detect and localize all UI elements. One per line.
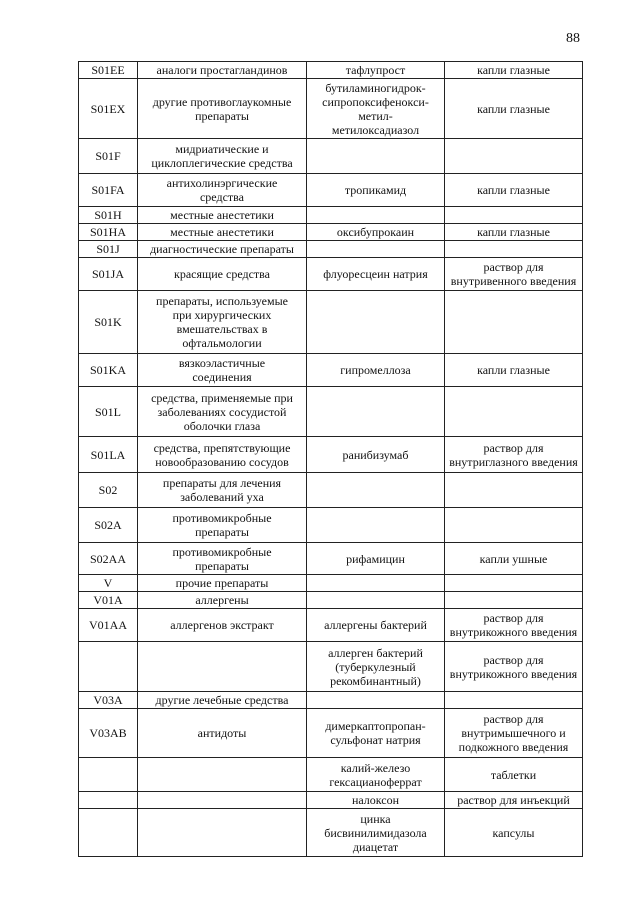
atc-code-cell <box>79 437 138 473</box>
drug-name-cell <box>307 809 445 857</box>
dosage-form-cell <box>445 437 583 473</box>
drug-name-cell <box>307 609 445 642</box>
pharmacological-group-cell-text: препараты для лечения заболеваний уха <box>162 476 282 504</box>
pharmacological-group-cell <box>138 609 307 642</box>
atc-code-cell <box>79 692 138 709</box>
pharmacological-group-cell <box>138 473 307 508</box>
table-row <box>79 709 583 758</box>
table-row <box>79 609 583 642</box>
drug-name-cell <box>307 174 445 207</box>
pharmacological-group-cell-text: мидриатические и циклоплегические средства <box>151 142 293 170</box>
pharmacological-group-cell <box>138 207 307 224</box>
pharmacological-group-cell <box>138 258 307 291</box>
atc-code-cell <box>79 758 138 792</box>
pharmacological-group-cell-text: красящие средства <box>174 267 270 281</box>
atc-code-cell <box>79 354 138 387</box>
atc-code-cell <box>79 207 138 224</box>
pharmacological-group-cell-text: антихолинэргические средства <box>166 176 278 204</box>
drug-name-cell-text: тафлупрост <box>345 63 406 77</box>
dosage-form-cell-text: раствор для внутриглазного введения <box>449 440 578 469</box>
table-row <box>79 139 583 174</box>
atc-code-cell-text: S01HA <box>89 225 126 239</box>
atc-code-cell <box>79 609 138 642</box>
drug-name-cell-text: оксибупрокаин <box>336 225 415 239</box>
table-row <box>79 437 583 473</box>
table-row <box>79 473 583 508</box>
drug-name-cell-text: ранибизумаб <box>342 447 409 462</box>
dosage-form-cell <box>445 809 583 857</box>
atc-code-cell <box>79 387 138 437</box>
atc-code-cell-text: V01A <box>93 593 123 607</box>
drug-name-cell <box>307 758 445 792</box>
drug-name-cell-text: цинка бисвинилимидазола диацетат <box>324 811 427 854</box>
drug-name-cell <box>307 792 445 809</box>
pharmacological-group-cell <box>138 809 307 857</box>
atc-code-cell-text: S01EX <box>90 101 126 116</box>
table-row <box>79 258 583 291</box>
table-row <box>79 207 583 224</box>
drug-classification-table <box>78 61 583 857</box>
pharmacological-group-cell-text: другие противоглаукомные препараты <box>152 94 292 123</box>
pharmacological-group-cell-text: диагностические препараты <box>150 242 294 256</box>
drug-name-cell <box>307 508 445 543</box>
drug-name-cell <box>307 62 445 79</box>
dosage-form-cell-text: раствор для внутрикожного введения <box>449 652 578 681</box>
pharmacological-group-cell <box>138 592 307 609</box>
pharmacological-group-cell <box>138 575 307 592</box>
dosage-form-cell <box>445 592 583 609</box>
atc-code-cell-text: S01F <box>95 149 121 163</box>
atc-code-cell-text: S01LA <box>90 447 126 462</box>
table-row <box>79 241 583 258</box>
page-number: 88 <box>566 31 580 46</box>
dosage-form-cell <box>445 258 583 291</box>
table-row <box>79 508 583 543</box>
dosage-form-cell <box>445 291 583 354</box>
dosage-form-cell-text: раствор для внутривенного введения <box>450 260 577 288</box>
table-row <box>79 592 583 609</box>
dosage-form-cell <box>445 792 583 809</box>
drug-name-cell-text: аллергены бактерий <box>324 618 427 632</box>
pharmacological-group-cell <box>138 692 307 709</box>
table-row <box>79 575 583 592</box>
drug-name-cell <box>307 473 445 508</box>
dosage-form-cell <box>445 174 583 207</box>
dosage-form-cell <box>445 758 583 792</box>
pharmacological-group-cell-text: аллергенов экстракт <box>170 618 274 632</box>
drug-name-cell <box>307 354 445 387</box>
drug-name-cell <box>307 543 445 575</box>
dosage-form-cell-text: капли глазные <box>477 63 550 77</box>
pharmacological-group-cell <box>138 437 307 473</box>
atc-code-cell-text: S01KA <box>89 363 126 377</box>
drug-name-cell <box>307 709 445 758</box>
drug-name-cell <box>307 139 445 174</box>
atc-code-cell <box>79 642 138 692</box>
atc-code-cell <box>79 543 138 575</box>
atc-code-cell-text: S01L <box>94 404 121 419</box>
dosage-form-cell <box>445 692 583 709</box>
dosage-form-cell-text: капли глазные <box>477 363 550 377</box>
pharmacological-group-cell <box>138 543 307 575</box>
pharmacological-group-cell <box>138 792 307 809</box>
drug-name-cell-text: димеркаптопропан- сульфонат натрия <box>325 719 426 747</box>
drug-name-cell-text: тропикамид <box>344 183 407 197</box>
pharmacological-group-cell <box>138 508 307 543</box>
atc-code-cell <box>79 224 138 241</box>
table-row <box>79 79 583 139</box>
pharmacological-group-cell-text: препараты, используемые при хирургических вмешательствах в офтальмологии <box>156 294 288 350</box>
pharmacological-group-cell-text: местные анестетики <box>170 208 274 222</box>
pharmacological-group-cell <box>138 241 307 258</box>
pharmacological-group-cell <box>138 387 307 437</box>
table-row <box>79 354 583 387</box>
pharmacological-group-cell <box>138 139 307 174</box>
table-row <box>79 642 583 692</box>
atc-code-cell-text: V <box>103 576 113 590</box>
pharmacological-group-cell <box>138 758 307 792</box>
dosage-form-cell-text: капли ушные <box>479 551 548 566</box>
dosage-form-cell-text: раствор для внутрикожного введения <box>449 611 578 639</box>
dosage-form-cell <box>445 473 583 508</box>
atc-code-cell <box>79 792 138 809</box>
drug-name-cell <box>307 437 445 473</box>
drug-name-cell <box>307 241 445 258</box>
drug-name-cell <box>307 258 445 291</box>
pharmacological-group-cell-text: другие лечебные средства <box>155 693 289 707</box>
table-row <box>79 387 583 437</box>
dosage-form-cell <box>445 709 583 758</box>
dosage-form-cell <box>445 354 583 387</box>
table-row <box>79 62 583 79</box>
pharmacological-group-cell <box>138 291 307 354</box>
atc-code-cell-text: S01H <box>94 208 122 222</box>
dosage-form-cell-text: раствор для инъекций <box>457 793 570 807</box>
drug-name-cell <box>307 692 445 709</box>
drug-name-cell-text: налоксон <box>351 793 400 807</box>
atc-code-cell <box>79 258 138 291</box>
dosage-form-cell <box>445 508 583 543</box>
pharmacological-group-cell <box>138 62 307 79</box>
table-row <box>79 692 583 709</box>
pharmacological-group-cell <box>138 642 307 692</box>
dosage-form-cell <box>445 609 583 642</box>
atc-code-cell-text: S01JA <box>91 267 124 281</box>
pharmacological-group-cell-text: средства, препятствующие новообразованию сосудов <box>153 440 291 469</box>
pharmacological-group-cell-text: местные анестетики <box>170 225 274 239</box>
pharmacological-group-cell-text: средства, применяемые при заболеваниях сосудистой оболочки глаза <box>151 390 293 433</box>
atc-code-cell-text: S01K <box>94 315 122 329</box>
atc-code-cell-text: V03AB <box>89 726 127 740</box>
dosage-form-cell <box>445 62 583 79</box>
dosage-form-cell <box>445 543 583 575</box>
atc-code-cell <box>79 79 138 139</box>
atc-code-cell <box>79 291 138 354</box>
table-row <box>79 543 583 575</box>
drug-name-cell <box>307 642 445 692</box>
dosage-form-cell-text: капли глазные <box>477 225 550 239</box>
table-row <box>79 174 583 207</box>
dosage-form-cell <box>445 387 583 437</box>
atc-code-cell <box>79 508 138 543</box>
atc-code-cell <box>79 809 138 857</box>
pharmacological-group-cell <box>138 224 307 241</box>
drug-name-cell-text: бутиламиногидрок- сипропоксифенокси- метил- метилоксадиазол <box>322 80 429 137</box>
drug-name-cell-text: аллерген бактерий (туберкулезный рекомбинантный) <box>328 645 423 688</box>
atc-code-cell-text: S01FA <box>91 183 125 197</box>
pharmacological-group-cell-text: вязкоэластичные соединения <box>178 356 266 384</box>
pharmacological-group-cell-text: антидоты <box>197 726 247 740</box>
dosage-form-cell-text: капли глазные <box>477 183 550 197</box>
table-row <box>79 792 583 809</box>
atc-code-cell-text: V03A <box>93 693 123 707</box>
table-row <box>79 758 583 792</box>
drug-name-cell <box>307 79 445 139</box>
atc-code-cell <box>79 592 138 609</box>
atc-code-cell <box>79 709 138 758</box>
atc-code-cell <box>79 575 138 592</box>
pharmacological-group-cell-text: аналоги простагландинов <box>156 63 288 77</box>
drug-name-cell <box>307 291 445 354</box>
dosage-form-cell <box>445 575 583 592</box>
drug-name-cell <box>307 207 445 224</box>
drug-name-cell-text: калий-железо гексацианоферрат <box>329 760 422 789</box>
atc-code-cell-text: V01AA <box>89 618 127 632</box>
table-body <box>79 62 583 857</box>
atc-code-cell-text: S02 <box>98 483 118 497</box>
dosage-form-cell-text: раствор для внутримышечного и подкожного введения <box>458 712 569 754</box>
drug-name-cell <box>307 575 445 592</box>
atc-code-cell-text: S01J <box>96 242 120 256</box>
table-row <box>79 224 583 241</box>
dosage-form-cell <box>445 79 583 139</box>
pharmacological-group-cell <box>138 354 307 387</box>
dosage-form-cell <box>445 642 583 692</box>
dosage-form-cell-text: капсулы <box>492 825 535 840</box>
atc-code-cell <box>79 62 138 79</box>
table-row <box>79 291 583 354</box>
dosage-form-cell <box>445 224 583 241</box>
drug-name-cell <box>307 387 445 437</box>
atc-code-cell-text: S02AA <box>89 551 126 566</box>
atc-code-cell <box>79 241 138 258</box>
atc-code-cell-text: S01EE <box>91 63 125 77</box>
drug-name-cell-text: флуоресцеин натрия <box>323 267 428 281</box>
dosage-form-cell-text: таблетки <box>490 767 537 782</box>
drug-name-cell <box>307 592 445 609</box>
dosage-form-cell <box>445 241 583 258</box>
pharmacological-group-cell <box>138 174 307 207</box>
table-row <box>79 809 583 857</box>
drug-name-cell <box>307 224 445 241</box>
pharmacological-group-cell-text: противомикробные препараты <box>172 511 272 539</box>
pharmacological-group-cell <box>138 79 307 139</box>
atc-code-cell <box>79 473 138 508</box>
drug-name-cell-text: гипромеллоза <box>340 363 411 377</box>
pharmacological-group-cell-text: аллергены <box>195 593 249 607</box>
dosage-form-cell <box>445 139 583 174</box>
pharmacological-group-cell-text: противомикробные препараты <box>172 544 272 573</box>
pharmacological-group-cell <box>138 709 307 758</box>
dosage-form-cell-text: капли глазные <box>477 101 550 116</box>
pharmacological-group-cell-text: прочие препараты <box>175 576 269 590</box>
dosage-form-cell <box>445 207 583 224</box>
atc-code-cell <box>79 139 138 174</box>
atc-code-cell <box>79 174 138 207</box>
atc-code-cell-text: S02A <box>94 518 122 532</box>
drug-name-cell-text: рифамицин <box>346 551 405 566</box>
